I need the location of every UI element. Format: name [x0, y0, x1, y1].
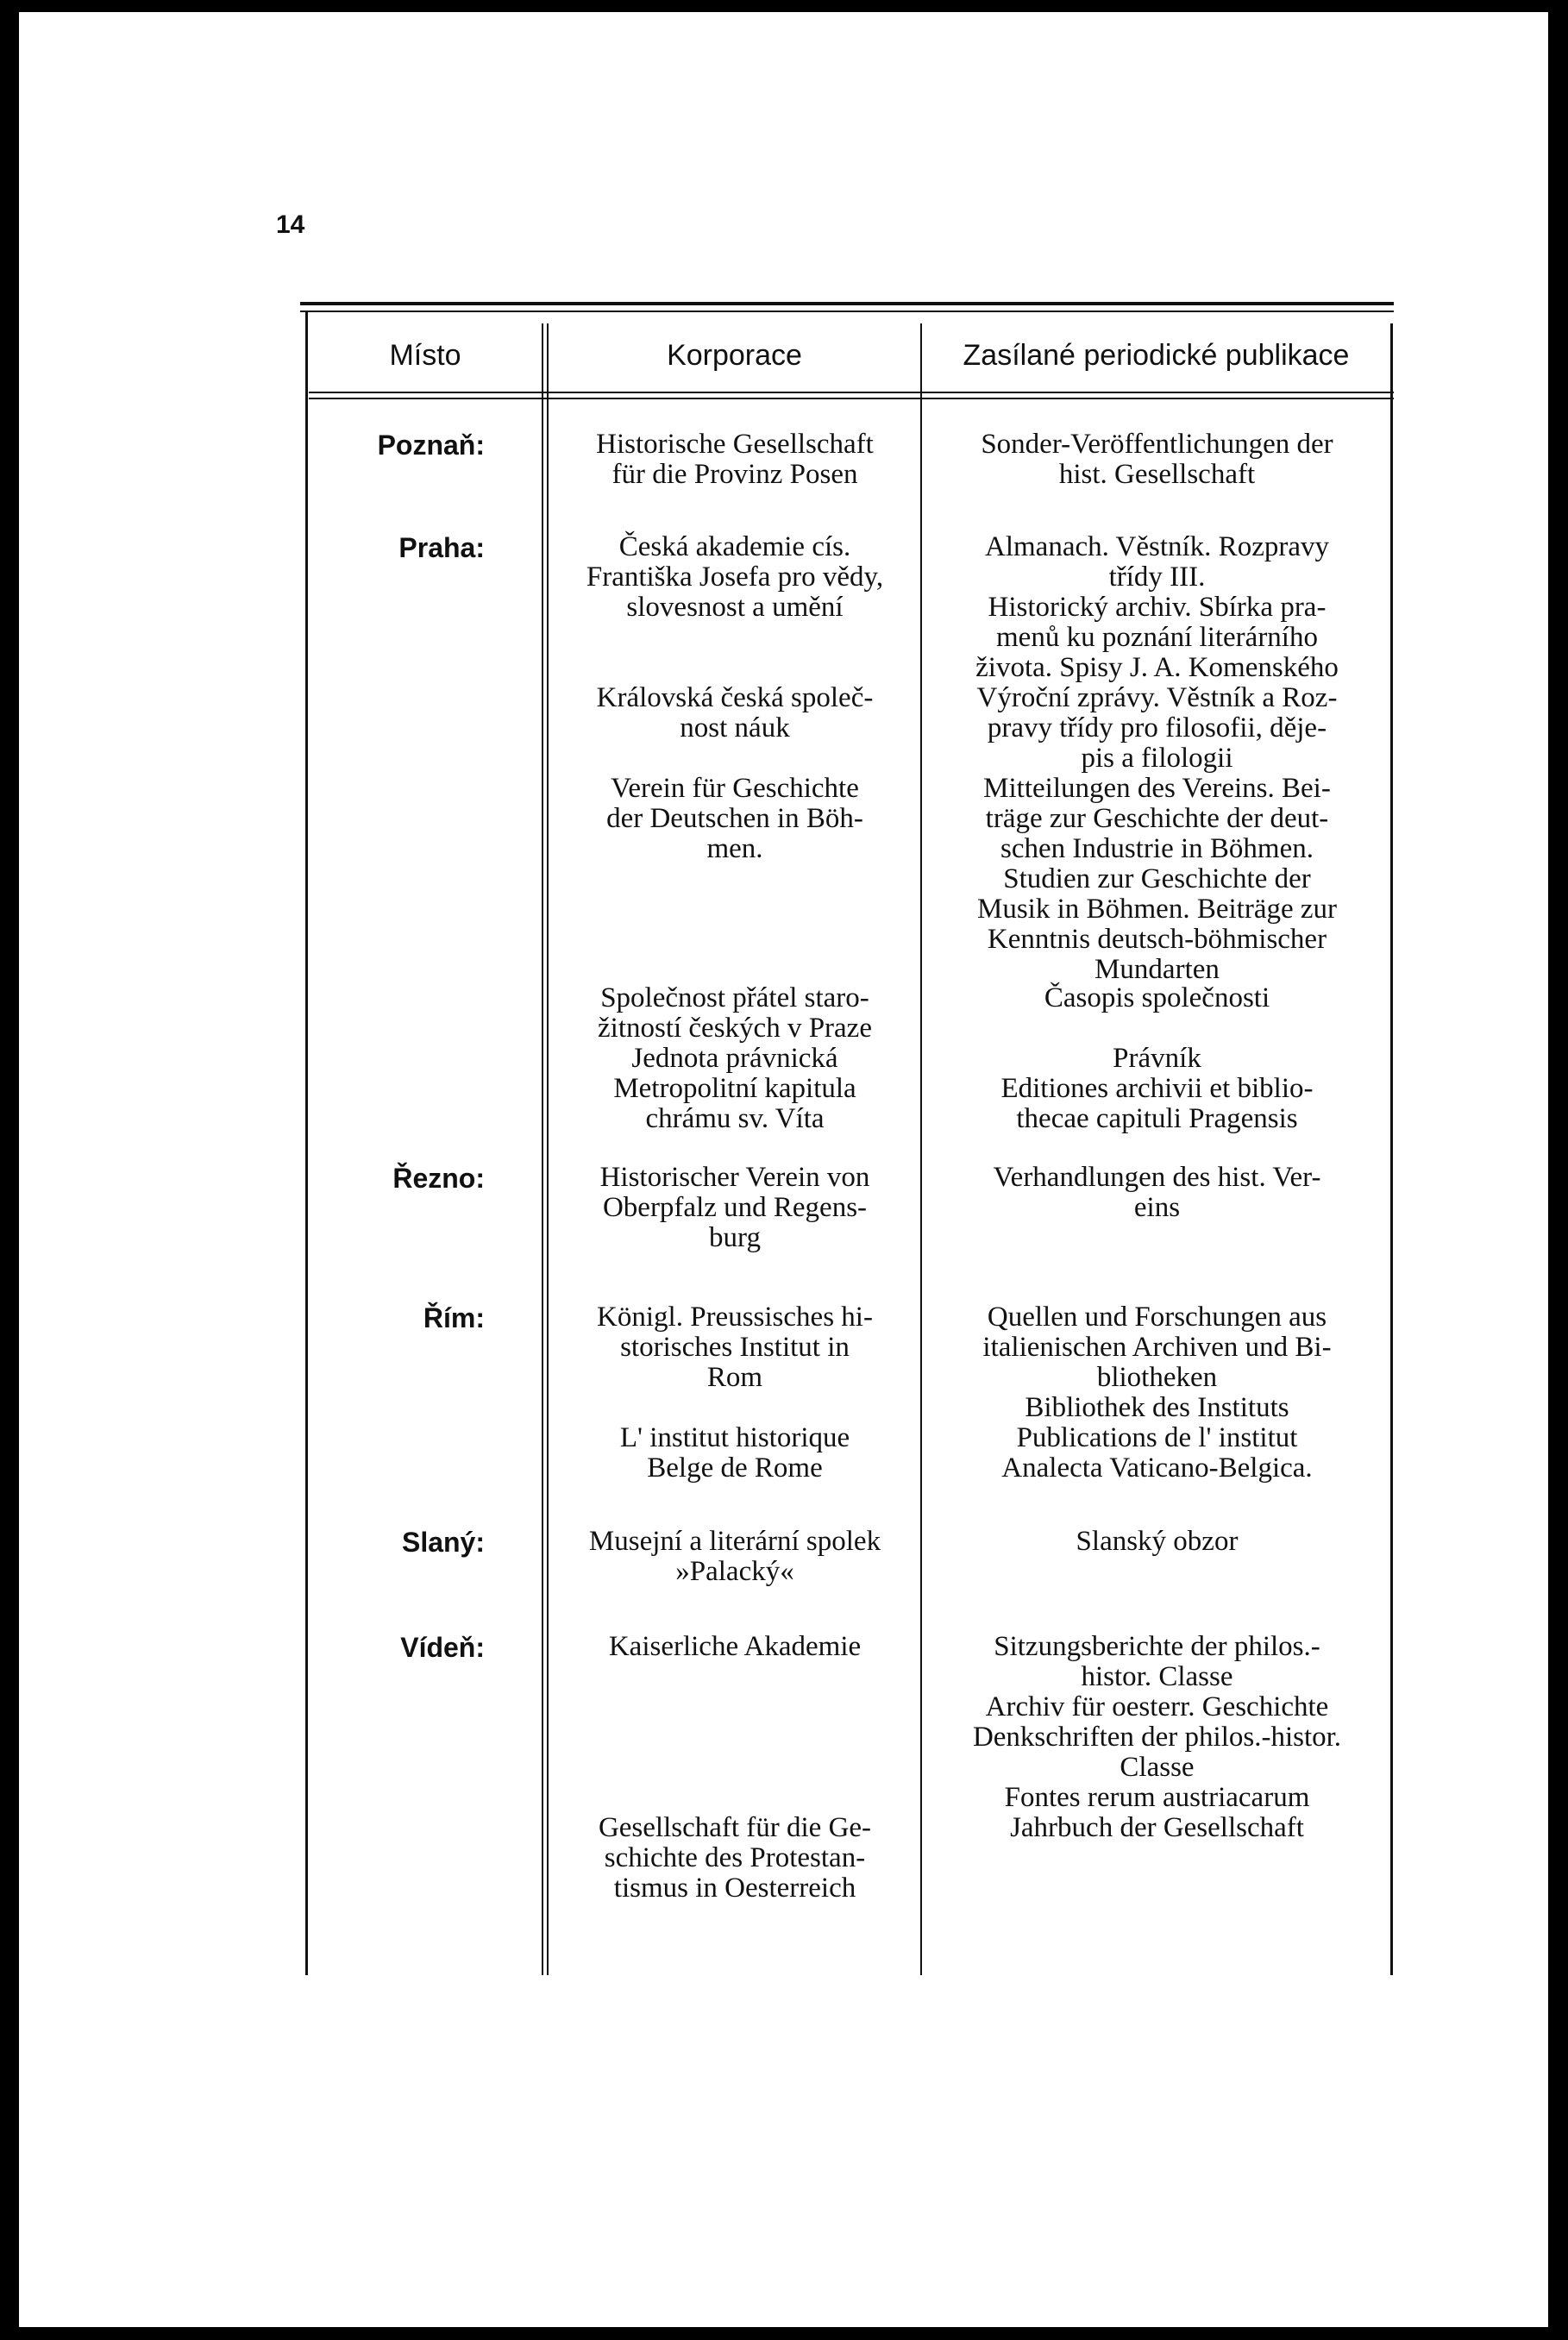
page-number: 14 — [276, 210, 305, 239]
pub-praha-5: Právník — [1113, 1043, 1201, 1074]
pub-poznan-1: Sonder-Veröffentlichungen der hist. Gesellschaft — [981, 429, 1333, 490]
table-top-rule — [300, 302, 1394, 305]
right-border — [1390, 323, 1393, 1975]
header-corporation: Korporace — [667, 339, 802, 372]
corp-praha-1: Česká akademie cís. Františka Josefa pro vědy, slovesnost a umění — [586, 531, 884, 623]
place-slany: Slaný: — [401, 1527, 485, 1558]
corp-poznan-1: Historische Gesellschaft für die Provinz Posen — [596, 429, 874, 490]
pub-rim-2: Publications de l' institut Analecta Vaticano-Belgica. — [1001, 1422, 1313, 1484]
header-bottom-rule — [309, 392, 1394, 393]
pub-praha-2: Výroční zprávy. Věstník a Roz- pravy třídy pro filosofii, děje- pis a filologii — [976, 682, 1338, 774]
place-viden: Vídeň: — [400, 1632, 485, 1663]
pub-rim-1: Quellen und Forschungen aus italienischen Archiven und Bi- bliotheken Bibliothek des Instituts — [982, 1302, 1332, 1423]
corp-viden-1: Kaiserliche Akademie — [608, 1631, 862, 1662]
pub-rezno-1: Verhandlungen des hist. Ver- eins — [993, 1162, 1321, 1223]
pub-praha-3: Mitteilungen des Vereins. Bei- träge zur Geschichte der deut- schen Industrie in Böhmen. Studien zur Geschichte der Musik in Böhmen. Beiträge zur Kenntnis deutsch-böhmischer Mundarten — [976, 773, 1337, 985]
col-divider-2 — [920, 323, 922, 1975]
pub-viden-2: Jahrbuch der Gesellschaft — [1010, 1812, 1304, 1843]
place-rim: Řím: — [423, 1302, 485, 1333]
corp-praha-3: Verein für Geschichte der Deutschen in Böh- men. — [606, 773, 863, 864]
place-poznan: Poznaň: — [377, 430, 485, 461]
pub-praha-1a: Almanach. Věstník. Rozpravy třídy III. — [985, 531, 1329, 593]
header-place: Místo — [389, 339, 461, 372]
pub-slany-1: Slanský obzor — [1076, 1526, 1239, 1557]
place-rezno: Řezno: — [392, 1163, 485, 1194]
pub-viden-1: Sitzungsberichte der philos.- histor. Classe Archiv für oesterr. Geschichte Denkschriften der philos.-histor. Classe Fontes rerum austriacarum — [972, 1631, 1342, 1813]
corp-praha-6: Metropolitní kapitula chrámu sv. Víta — [613, 1073, 856, 1134]
place-praha: Praha: — [398, 532, 485, 563]
corp-praha-5: Jednota právnická — [631, 1043, 838, 1074]
pub-praha-4: Časopis společnosti — [1044, 982, 1270, 1013]
corp-viden-2: Gesellschaft für die Ge- schichte des Protestan- tismus in Oesterreich — [598, 1812, 872, 1904]
table-top-rule-thin — [300, 311, 1394, 312]
header-bottom-rule-2 — [309, 398, 1394, 399]
corp-slany-1: Musejní a literární spolek »Palacký« — [588, 1526, 881, 1587]
corp-rim-2: L' institut historique Belge de Rome — [619, 1422, 850, 1484]
corp-rezno-1: Historischer Verein von Oberpfalz und Regens- burg — [599, 1162, 870, 1253]
col-divider-1a — [542, 323, 543, 1975]
pub-praha-6: Editiones archivii et biblio- thecae capituli Pragensis — [1000, 1073, 1314, 1134]
corp-praha-4: Společnost přátel staro- žitností českých v Praze — [598, 982, 872, 1044]
corp-praha-2: Královská česká společ- nost náuk — [596, 682, 874, 743]
pub-praha-1b: Historický archiv. Sbírka pra- menů ku poznání literárního života. Spisy J. A. Komenského — [975, 592, 1339, 683]
header-publications: Zasílané periodické publikace — [963, 339, 1350, 372]
col-divider-1b — [547, 323, 549, 1975]
corp-rim-1: Königl. Preussisches hi- storisches Institut in Rom — [597, 1302, 873, 1393]
